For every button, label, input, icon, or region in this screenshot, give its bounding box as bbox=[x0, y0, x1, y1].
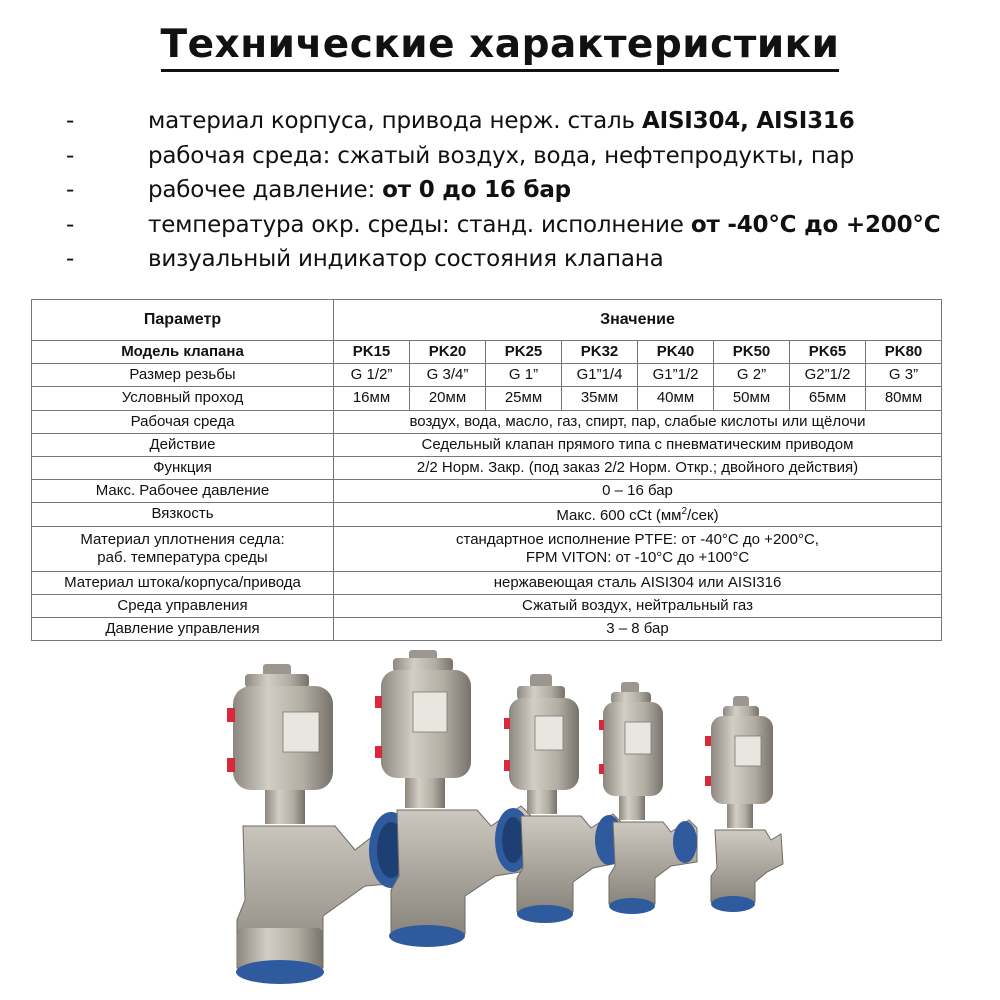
bullet-dash: - bbox=[66, 142, 75, 169]
bullet-dash: - bbox=[66, 108, 75, 134]
bore-cell: 80мм bbox=[866, 387, 942, 410]
thread-cell: G 3” bbox=[866, 364, 942, 387]
feature-text: рабочая среда: сжатый воздух, вода, нефтепродукты, пар bbox=[148, 142, 854, 169]
row-label: Давление управления bbox=[32, 617, 334, 640]
bore-cell: 35мм bbox=[562, 387, 638, 410]
bullet-dash: - bbox=[66, 246, 75, 272]
row-label: Условный проход bbox=[32, 387, 334, 410]
model-cell: PK32 bbox=[562, 341, 638, 364]
viscosity-post: /сек) bbox=[687, 507, 719, 525]
row-label bbox=[32, 526, 334, 571]
page-title bbox=[0, 22, 1000, 67]
thread-cell: G 3/4” bbox=[410, 364, 486, 387]
bullet-dash: - bbox=[66, 211, 75, 238]
thread-cell: G2”1/2 bbox=[790, 364, 866, 387]
feature-item bbox=[0, 104, 1000, 139]
header-param: Параметр bbox=[32, 300, 334, 341]
seal-label-2: раб. температура среды bbox=[97, 548, 268, 566]
row-label: Функция bbox=[32, 456, 334, 479]
feature-item bbox=[0, 173, 1000, 208]
table-row bbox=[32, 410, 942, 433]
model-cell: PK20 bbox=[410, 341, 486, 364]
row-value: Седельный клапан прямого типа с пневматическим приводом bbox=[334, 433, 942, 456]
seal-value-2: FPM VITON: от -10°C до +100°C bbox=[525, 548, 750, 566]
row-value: 3 – 8 бар bbox=[334, 617, 942, 640]
feature-item bbox=[0, 208, 1000, 243]
bore-cell: 50мм bbox=[714, 387, 790, 410]
model-cell: PK80 bbox=[866, 341, 942, 364]
row-value bbox=[334, 526, 942, 571]
table-row bbox=[32, 387, 942, 410]
bore-cell: 40мм bbox=[638, 387, 714, 410]
feature-bold: от -40°С до +200°С bbox=[690, 211, 941, 238]
feature-list bbox=[0, 104, 1000, 277]
bore-cell: 65мм bbox=[790, 387, 866, 410]
table-row bbox=[32, 594, 942, 617]
model-cell: PK25 bbox=[486, 341, 562, 364]
feature-text: визуальный индикатор состояния клапана bbox=[148, 246, 664, 272]
row-label: Макс. Рабочее давление bbox=[32, 480, 334, 503]
row-value: 2/2 Норм. Закр. (под заказ 2/2 Норм. Откр.; двойного действия) bbox=[334, 456, 942, 479]
row-value: 0 – 16 бар bbox=[334, 480, 942, 503]
feature-item bbox=[0, 139, 1000, 174]
page-title-text: Технические характеристики bbox=[161, 22, 840, 72]
table-header-row bbox=[32, 300, 942, 341]
thread-cell: G 1” bbox=[486, 364, 562, 387]
header-value: Значение bbox=[334, 300, 942, 341]
feature-bold: AISI304, AISI316 bbox=[641, 108, 855, 134]
viscosity-pre: Макс. 600 cCt (мм bbox=[556, 507, 682, 525]
thread-cell: G1”1/4 bbox=[562, 364, 638, 387]
table-row bbox=[32, 617, 942, 640]
valve-pk-smallest bbox=[705, 696, 783, 912]
row-value bbox=[334, 503, 942, 526]
product-photo bbox=[215, 650, 785, 995]
bore-cell: 20мм bbox=[410, 387, 486, 410]
row-value: Сжатый воздух, нейтральный газ bbox=[334, 594, 942, 617]
thread-cell: G1”1/2 bbox=[638, 364, 714, 387]
feature-text: материал корпуса, привода нерж. сталь bbox=[148, 108, 642, 134]
valve-pk-small bbox=[599, 682, 697, 914]
table-row bbox=[32, 480, 942, 503]
row-value: воздух, вода, масло, газ, спирт, пар, слабые кислоты или щёлочи bbox=[334, 410, 942, 433]
feature-bold: от 0 до 16 бар bbox=[382, 177, 571, 203]
row-label: Размер резьбы bbox=[32, 364, 334, 387]
indicator-icon bbox=[227, 708, 235, 722]
bore-cell: 16мм bbox=[334, 387, 410, 410]
model-cell: PK15 bbox=[334, 341, 410, 364]
spec-table bbox=[31, 299, 942, 641]
row-label: Среда управления bbox=[32, 594, 334, 617]
thread-cell: G 2” bbox=[714, 364, 790, 387]
thread-cell: G 1/2” bbox=[334, 364, 410, 387]
table-row bbox=[32, 433, 942, 456]
seal-value-1: стандартное исполнение PTFE: от -40°C до +200°C, bbox=[456, 530, 819, 548]
table-row bbox=[32, 571, 942, 594]
feature-item bbox=[0, 242, 1000, 277]
bullet-dash: - bbox=[66, 177, 75, 203]
row-label: Материал штока/корпуса/привода bbox=[32, 571, 334, 594]
table-row bbox=[32, 341, 942, 364]
table-row bbox=[32, 364, 942, 387]
feature-text: рабочее давление: bbox=[148, 177, 383, 203]
row-label: Модель клапана bbox=[32, 341, 334, 364]
model-cell: PK50 bbox=[714, 341, 790, 364]
table-row bbox=[32, 503, 942, 526]
feature-text: температура окр. среды: станд. исполнение bbox=[148, 211, 691, 238]
row-label: Действие bbox=[32, 433, 334, 456]
row-label: Рабочая среда bbox=[32, 410, 334, 433]
table-row bbox=[32, 456, 942, 479]
seal-label-1: Материал уплотнения седла: bbox=[80, 530, 285, 548]
row-value: нержавеющая сталь AISI304 или AISI316 bbox=[334, 571, 942, 594]
model-cell: PK40 bbox=[638, 341, 714, 364]
model-cell: PK65 bbox=[790, 341, 866, 364]
valve-pk-medium-large bbox=[375, 650, 533, 947]
bore-cell: 25мм bbox=[486, 387, 562, 410]
table-row bbox=[32, 526, 942, 571]
row-label: Вязкость bbox=[32, 503, 334, 526]
viscosity-sup: 2 bbox=[681, 506, 688, 518]
